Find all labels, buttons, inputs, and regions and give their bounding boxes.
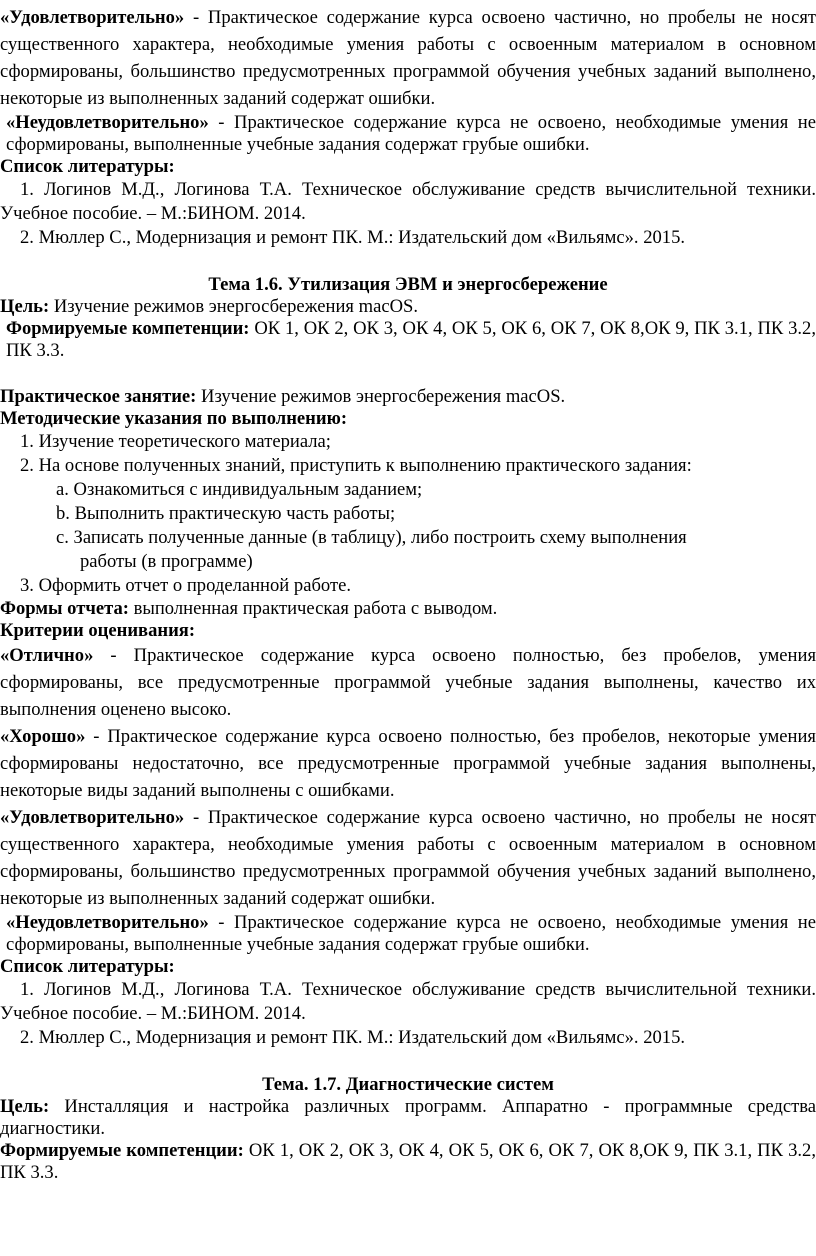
paragraph [0,112,816,156]
reference-item: 2. Мюллер С., Модернизация и ремонт ПК. М.: Издательский дом «Вильямс». 2015. [20,227,686,248]
reference-item: 1. Логинов М.Д., Логинова Т.А. Техническое обслуживание средств вычислительной техники. Учебное пособие. – М.:БИНОМ. 2014. [0,179,816,224]
spacer [0,1050,816,1074]
paragraph-label: «Удовлетворительно» [0,7,185,28]
paragraph-label: «Хорошо» [0,726,86,747]
paragraph-label: Формируемые компетенции: [0,1140,244,1161]
paragraph [0,318,816,362]
list-item: работы (в программе) [80,551,253,572]
paragraph-label: «Удовлетворительно» [0,807,185,828]
paragraph-label: «Неудовлетворительно» [6,112,209,133]
paragraph-label: «Отлично» [0,645,94,666]
list-item: b. Выполнить практическую часть работы; [56,503,396,524]
list-item: 1. Изучение теоретического материала; [20,431,331,452]
paragraph-label: Цель: [0,1096,50,1117]
paragraph [0,598,816,620]
paragraph [0,4,816,112]
paragraph-text: - Практическое содержание курса освоено частично, но пробелы не носят существенного характера, необходимые умения работы с освоенным материалом в основном сформированы, большинство предусмотренных программой обучения учебных заданий выполнено, некоторые из выполненных заданий содержат ошибки. [0,7,816,109]
paragraph-text: Изучение режимов энергосбережения macOS. [196,386,566,407]
paragraph-text: ОК 1, ОК 2, ОК 3, ОК 4, ОК 5, ОК 6, ОК 7, ОК 8,ОК 9, ПК 3.1, ПК 3.2, ПК 3.3. [6,318,816,361]
paragraph-text: выполненная практическая работа с выводом. [128,598,498,619]
list-item: c. Записать полученные данные (в таблицу), либо построить схему выполнения [56,527,687,548]
section-title: Тема 1.6. Утилизация ЭВМ и энергосбережение [208,274,608,295]
paragraph [0,1096,816,1140]
subheading: Критерии оценивания: [0,620,196,641]
spacer [0,250,816,274]
reference-item: 1. Логинов М.Д., Логинова Т.А. Техническое обслуживание средств вычислительной техники. Учебное пособие. – М.:БИНОМ. 2014. [0,979,816,1024]
paragraph [0,723,816,804]
paragraph-text: Изучение режимов энергосбережения macOS. [49,296,418,317]
paragraph-label: «Неудовлетворительно» [6,912,209,933]
list-item: a. Ознакомиться с индивидуальным заданием; [56,479,423,500]
subheading: Методические указания по выполнению: [0,408,348,429]
paragraph [0,386,816,408]
paragraph-label: Формы отчета: [0,598,129,619]
section-title: Тема. 1.7. Диагностические систем [262,1074,554,1095]
paragraph-text: ОК 1, ОК 2, ОК 3, ОК 4, ОК 5, ОК 6, ОК 7, ОК 8,ОК 9, ПК 3.1, ПК 3.2, ПК 3.3. [0,1140,816,1183]
paragraph [0,912,816,956]
paragraph-text: - Практическое содержание курса не освоено, необходимые умения не сформированы, выполненные учебные задания содержат грубые ошибки. [6,112,816,155]
reference-item: 2. Мюллер С., Модернизация и ремонт ПК. М.: Издательский дом «Вильямс». 2015. [20,1027,686,1048]
paragraph [0,642,816,723]
paragraph-text: - Практическое содержание курса не освоено, необходимые умения не сформированы, выполненные учебные задания содержат грубые ошибки. [6,912,816,955]
list-item: 3. Оформить отчет о проделанной работе. [20,575,351,596]
paragraph-label: Цель: [0,296,50,317]
paragraph-text: - Практическое содержание курса освоено полностью, без пробелов, некоторые умения сформированы недостаточно, все предусмотренные программой учебные задания выполнены, некоторые виды заданий выполнены с ошибками. [0,726,816,801]
paragraph [0,296,816,318]
subheading: Список литературы: [0,156,175,177]
paragraph-label: Практическое занятие: [0,386,197,407]
paragraph-text: - Практическое содержание курса освоено частично, но пробелы не носят существенного характера, необходимые умения работы с освоенным материалом в основном сформированы, большинство предусмотренных программой обучения учебных заданий выполнено, некоторые из выполненных заданий содержат ошибки. [0,807,816,909]
spacer [0,362,816,386]
list-item: 2. На основе полученных знаний, приступить к выполнению практического задания: [20,455,692,476]
document-body [0,4,816,1184]
paragraph [0,1140,816,1184]
paragraph-label: Формируемые компетенции: [6,318,250,339]
paragraph-text: Инсталляция и настройка различных программ. Аппаратно - программные средства диагностики. [0,1096,816,1139]
subheading: Список литературы: [0,956,175,977]
paragraph [0,804,816,912]
paragraph-text: - Практическое содержание курса освоено полностью, без пробелов, умения сформированы, все предусмотренные программой учебные задания выполнены, качество их выполнения оценено высоко. [0,645,816,720]
